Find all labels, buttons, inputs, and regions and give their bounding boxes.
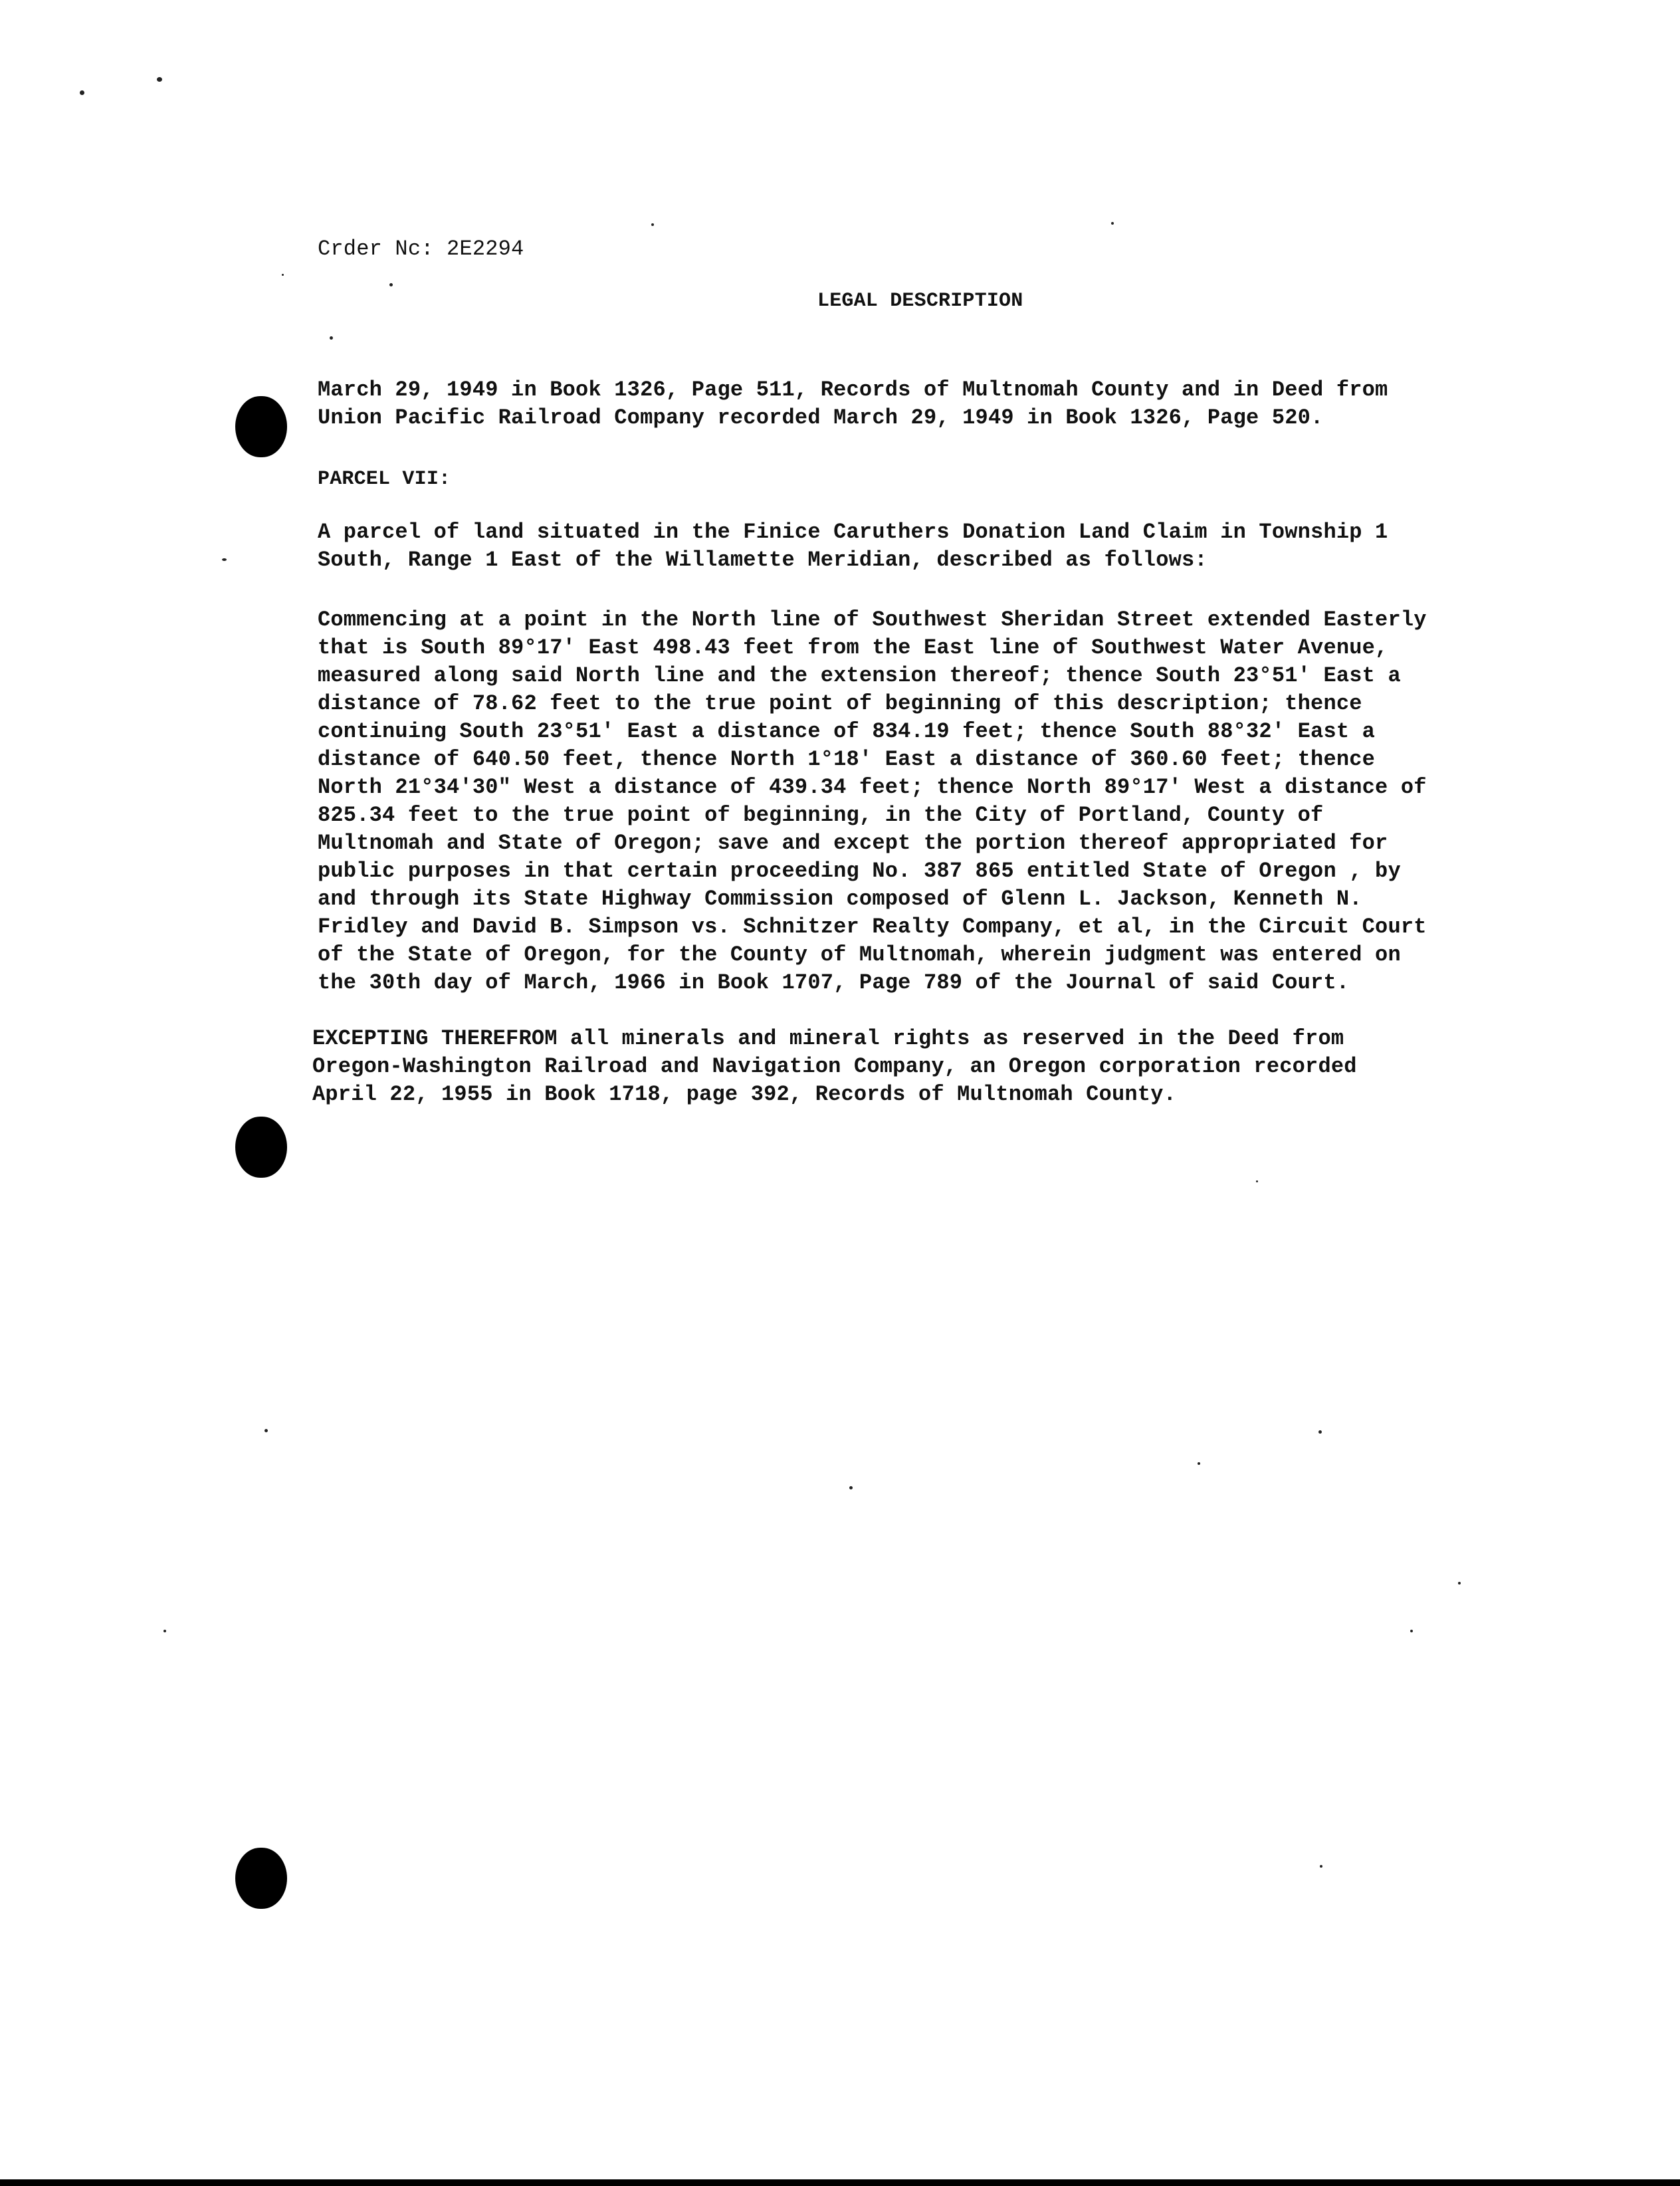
- scan-speck: [1198, 1462, 1200, 1465]
- deed-reference-paragraph: March 29, 1949 in Book 1326, Page 511, Records of Multnomah County and in Deed from Union Pacific Railroad Company recorded March 29, 1949 in Book 1326, Page 520.: [318, 378, 1388, 430]
- scan-bottom-edge: [0, 2179, 1680, 2186]
- scan-speck: [264, 1429, 268, 1432]
- scan-speck: [282, 274, 284, 276]
- scan-speck: [330, 336, 333, 340]
- punch-hole-middle: [235, 1117, 287, 1178]
- scan-speck: [80, 90, 84, 95]
- scan-speck: [163, 1630, 166, 1632]
- scan-speck: [849, 1486, 853, 1489]
- scan-speck: [1410, 1630, 1413, 1632]
- punch-hole-top: [235, 396, 287, 457]
- scan-speck: [1256, 1180, 1258, 1182]
- scan-speck: [1458, 1582, 1461, 1585]
- metes-and-bounds-paragraph: Commencing at a point in the North line of Southwest Sheridan Street extended Easterly that is South 89°17' East 498.43 feet from the East line of Southwest Water Avenue, measured along said North line and the extension thereof; thence South 23°51' East a distance of 78.62 feet to the true point of beginning of this description; thence continuing South 23°51' East a distance of 834.19 feet; thence South 88°32' East a distance of 640.50 feet, thence North 1°18' East a distance of 360.60 feet; thence North 21°34'30" West a distance of 439.34 feet; thence North 89°17' West a distance of 825.34 feet to the true point of beginning, in the City of Portland, County of Multnomah and State of Oregon; save and except the portion thereof appropriated for public purposes in that certain proceeding No. 387 865 entitled State of Oregon , by and through its State Highway Commission composed of Glenn L. Jackson, Kenneth N. Fridley and David B. Simpson vs. Schnitzer Realty Company, et al, in the Circuit Court of the State of Oregon, for the County of Multnomah, wherein judgment was entered on the 30th day of March, 1966 in Book 1707, Page 789 of the Journal of said Court.: [318, 607, 1427, 995]
- document-title: LEGAL DESCRIPTION: [817, 290, 1023, 312]
- parcel-location-paragraph: A parcel of land situated in the Finice Caruthers Donation Land Claim in Township 1 South, Range 1 East of the Willamette Meridian, described as follows:: [318, 520, 1388, 572]
- scan-speck: [1320, 1865, 1322, 1868]
- scan-speck: [157, 77, 162, 82]
- punch-hole-bottom: [235, 1848, 287, 1909]
- scan-speck: [222, 558, 227, 561]
- mineral-exception-paragraph: EXCEPTING THEREFROM all minerals and mineral rights as reserved in the Deed from Oregon-Washington Railroad and Navigation Company, an Oregon corporation recorded April 22, 1955 in Book 1718, page 392, Records of Multnomah County.: [312, 1026, 1357, 1107]
- order-number: Crder Nc: 2E2294: [318, 237, 524, 261]
- scan-speck: [1111, 222, 1114, 225]
- parcel-heading: PARCEL VII:: [318, 468, 451, 491]
- scan-speck: [651, 223, 654, 226]
- scan-speck: [1318, 1430, 1322, 1434]
- scan-speck: [389, 283, 393, 286]
